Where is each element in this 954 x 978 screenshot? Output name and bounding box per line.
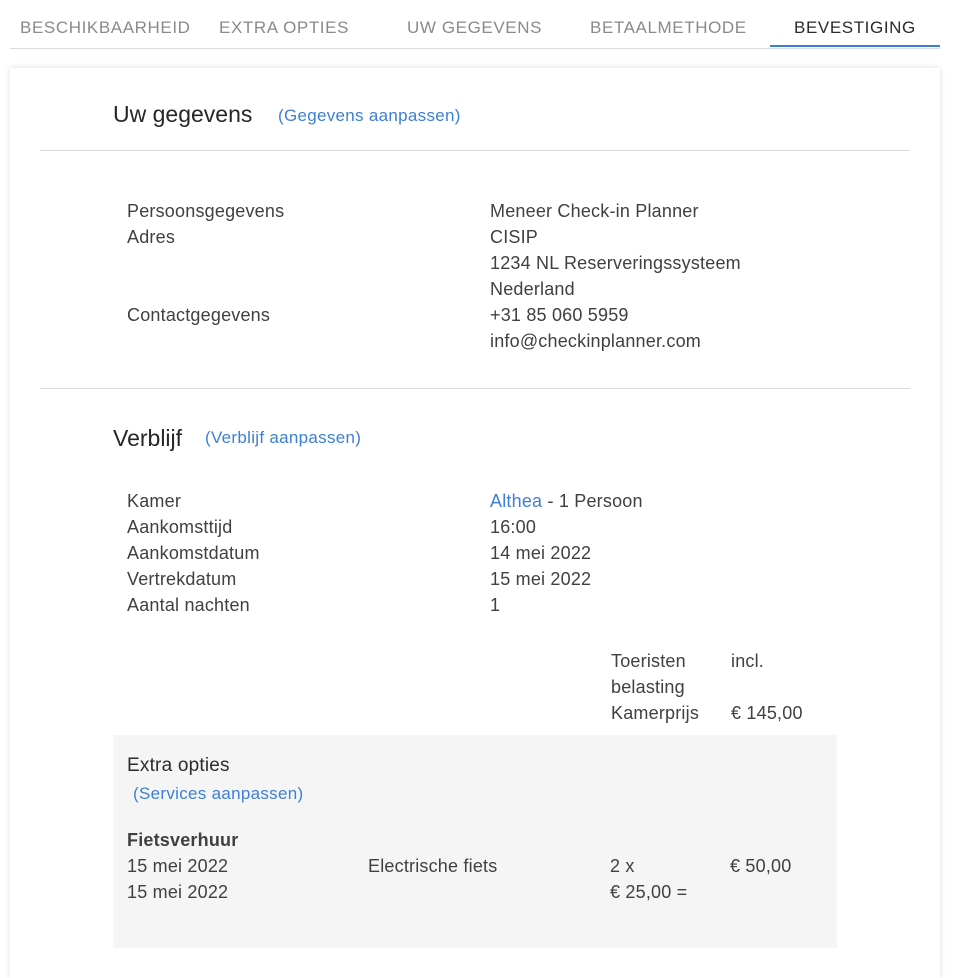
extras-heading: Extra opties	[127, 755, 230, 776]
tab-your-details[interactable]: UW GEGEVENS	[407, 18, 543, 37]
nights-value: 1	[490, 595, 501, 615]
room-label: Kamer	[127, 491, 182, 511]
phone-value: +31 85 060 5959	[490, 305, 629, 325]
divider	[40, 150, 910, 151]
email-value: info@checkinplanner.com	[490, 331, 701, 351]
extra-quantity: 2 x	[610, 856, 635, 876]
details-heading: Uw gegevens	[113, 101, 253, 127]
room-suffix: - 1 Persoon	[542, 491, 643, 511]
personal-label: Persoonsgegevens	[127, 201, 285, 221]
tourist-tax-value: incl.	[731, 651, 765, 671]
extra-description: Electrische fiets	[368, 856, 498, 876]
nights-label: Aantal nachten	[127, 595, 250, 615]
departure-date-label: Vertrekdatum	[127, 569, 237, 589]
room-value	[490, 491, 643, 512]
active-tab-indicator	[770, 45, 940, 47]
arrival-date-label: Aankomstdatum	[127, 543, 260, 563]
tab-extra-options[interactable]: EXTRA OPTIES	[219, 18, 350, 37]
edit-services-link[interactable]: (Services aanpassen)	[133, 784, 304, 803]
divider	[40, 388, 910, 389]
tab-availability[interactable]: BESCHIKBAARHEID	[20, 18, 191, 37]
tab-payment-method[interactable]: BETAALMETHODE	[590, 18, 747, 37]
address-line-2: 1234 NL Reserveringssysteem	[490, 253, 741, 273]
edit-stay-link[interactable]: (Verblijf aanpassen)	[205, 428, 362, 447]
departure-date-value: 15 mei 2022	[490, 569, 592, 589]
extra-date-to: 15 mei 2022	[127, 882, 229, 902]
room-price-label: Kamerprijs	[611, 703, 700, 723]
arrival-date-value: 14 mei 2022	[490, 543, 592, 563]
tourist-tax-label-line1: Toeristen	[611, 651, 686, 671]
extra-date-from: 15 mei 2022	[127, 856, 229, 876]
address-line-1: CISIP	[490, 227, 539, 247]
edit-details-link[interactable]: (Gegevens aanpassen)	[278, 106, 461, 125]
address-line-3: Nederland	[490, 279, 575, 299]
room-price-value: € 145,00	[731, 703, 803, 723]
arrival-time-value: 16:00	[490, 517, 537, 537]
step-tabs	[10, 0, 940, 49]
personal-value: Meneer Check-in Planner	[490, 201, 699, 221]
extra-total: € 50,00	[730, 856, 792, 876]
extras-panel	[113, 735, 837, 948]
arrival-time-label: Aankomsttijd	[127, 517, 233, 537]
contact-label: Contactgegevens	[127, 305, 271, 325]
address-label: Adres	[127, 227, 176, 247]
confirmation-card	[10, 68, 940, 978]
stay-heading: Verblijf	[113, 425, 183, 451]
room-name-link[interactable]: Althea	[490, 491, 543, 511]
tourist-tax-label-line2: belasting	[611, 677, 685, 697]
extra-unit-price: € 25,00 =	[610, 882, 688, 902]
tab-confirmation[interactable]: BEVESTIGING	[794, 18, 916, 37]
extra-item-name: Fietsverhuur	[127, 830, 239, 850]
